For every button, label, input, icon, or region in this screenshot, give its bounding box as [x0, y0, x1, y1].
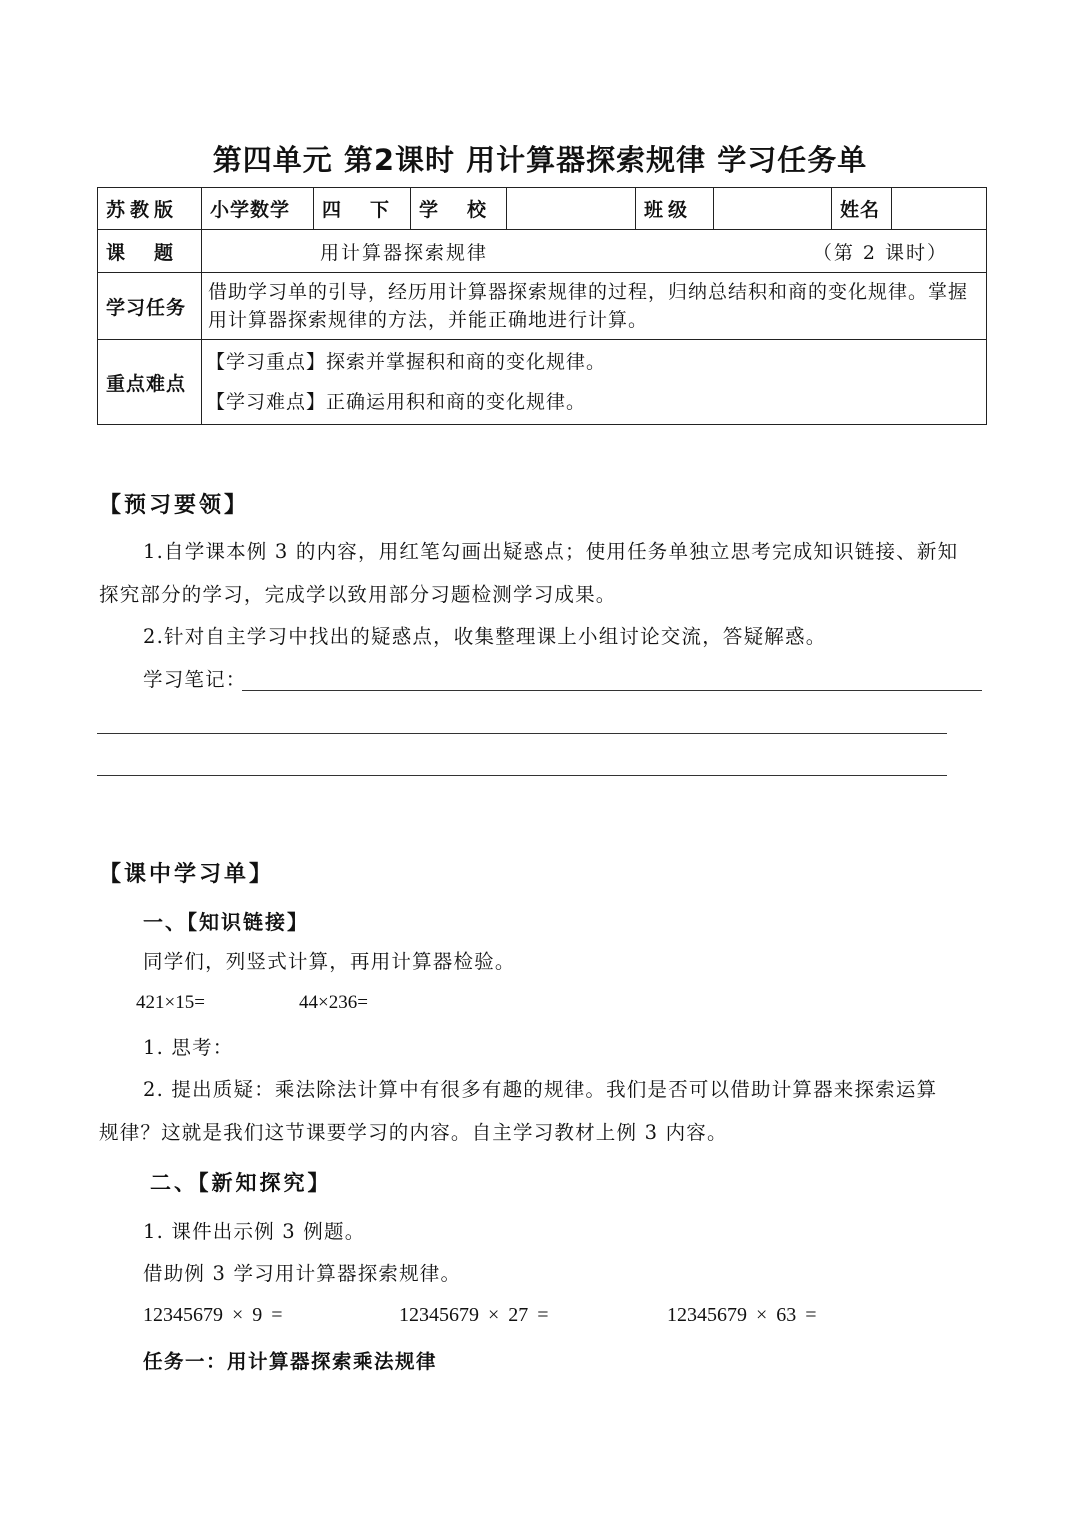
notes-line-1[interactable] — [242, 690, 982, 691]
topic-value: 用计算器探索规律 — [320, 241, 489, 264]
preview-item1-line1: 1.自学课本例 3 的内容，用红笔勾画出疑惑点；使用任务单独立思考完成知识链接、新知 — [143, 540, 959, 563]
topic-label: 课 题 — [98, 230, 202, 273]
notes-line-3[interactable] — [97, 775, 947, 776]
equation-2: 12345679 × 27 = — [399, 1304, 549, 1326]
school-label: 学 校 — [411, 188, 507, 230]
knowledge-intro: 同学们，列竖式计算，再用计算器检验。 — [143, 950, 516, 973]
class-label: 班级 — [636, 188, 714, 230]
info-table — [97, 187, 987, 425]
class-value — [714, 188, 832, 230]
difficult-point: 【学习难点】正确运用积和商的变化规律。 — [206, 391, 587, 413]
preview-item1-line2: 探究部分的学习，完成学以致用部分习题检测学习成果。 — [99, 583, 617, 606]
period-value: （第 2 课时） — [812, 241, 948, 264]
key-point: 【学习重点】探索并掌握积和商的变化规律。 — [206, 351, 607, 373]
question-line1: 2. 提出质疑：乘法除法计算中有很多有趣的规律。我们是否可以借助计算器来探索运算 — [143, 1078, 938, 1101]
new-knowledge-heading: 二、【新知探究】 — [150, 1170, 332, 1195]
task-row — [98, 273, 987, 340]
key-label: 重点难点 — [98, 340, 202, 425]
knowledge-link-heading: 一、【知识链接】 — [143, 910, 309, 934]
task-label: 学习任务 — [98, 273, 202, 340]
topic-cell — [202, 230, 987, 273]
name-value — [892, 188, 987, 230]
info-header-row — [98, 188, 987, 230]
grade-cell: 四 下 — [314, 188, 411, 230]
preview-heading: 【预习要领】 — [99, 492, 250, 518]
equation-1: 12345679 × 9 = — [143, 1304, 283, 1326]
edition-cell: 苏教版 — [98, 188, 202, 230]
example-item2: 借助例 3 学习用计算器探索规律。 — [143, 1262, 462, 1285]
key-cell — [202, 340, 987, 425]
example-item1: 1. 课件出示例 3 例题。 — [143, 1220, 366, 1243]
calc-1: 421×15= — [136, 992, 205, 1013]
topic-row — [98, 230, 987, 273]
equation-3: 12345679 × 63 = — [667, 1304, 817, 1326]
notes-label: 学习笔记： — [143, 668, 247, 691]
think-label: 1. 思考： — [143, 1036, 234, 1059]
calc-2: 44×236= — [299, 992, 368, 1013]
subject-cell: 小学数学 — [202, 188, 314, 230]
name-label: 姓名 — [832, 188, 892, 230]
preview-item2: 2.针对自主学习中找出的疑惑点，收集整理课上小组讨论交流，答疑解惑。 — [143, 625, 827, 648]
question-line2: 规律？这就是我们这节课要学习的内容。自主学习教材上例 3 内容。 — [99, 1121, 728, 1144]
key-row — [98, 340, 987, 425]
task-one-heading: 任务一：用计算器探索乘法规律 — [143, 1350, 438, 1373]
task-text: 借助学习单的引导，经历用计算器探索规律的过程，归纳总结积和商的变化规律。掌握用计算器探索规律的方法，并能正确地进行计算。 — [202, 273, 987, 340]
page-title: 第四单元 第2课时 用计算器探索规律 学习任务单 — [212, 143, 868, 177]
school-value — [507, 188, 636, 230]
lesson-heading: 【课中学习单】 — [99, 861, 275, 887]
notes-line-2[interactable] — [97, 733, 947, 734]
